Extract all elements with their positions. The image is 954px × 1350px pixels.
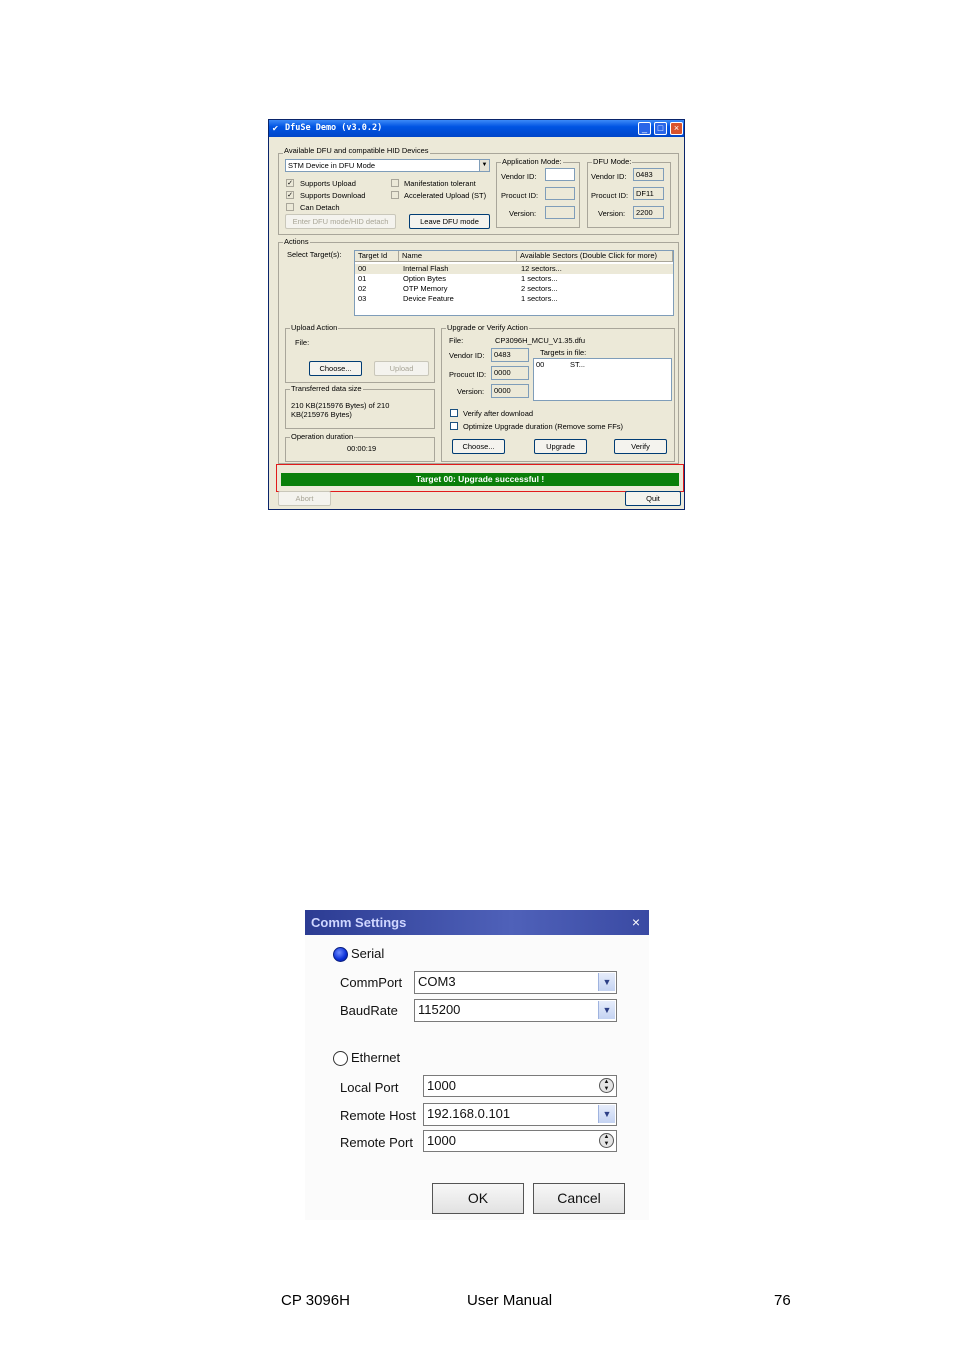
ethernet-label: Ethernet — [351, 1050, 401, 1065]
app-version-label: Version: — [509, 209, 537, 218]
row-target-name: Option Bytes — [403, 274, 446, 283]
upgrade-file-value: CP3096H_MCU_V1.35.dfu — [495, 336, 586, 345]
targets-table[interactable] — [354, 250, 674, 316]
transferred-value-line2: KB(215976 Bytes) — [291, 410, 352, 419]
upload-button[interactable]: Upload — [374, 361, 429, 376]
upload-choose-button[interactable]: Choose... — [309, 361, 362, 376]
baudrate-value: 115200 — [418, 1002, 461, 1017]
verify-after-download-checkbox[interactable] — [450, 409, 458, 417]
dfu-product-field: DF11 — [633, 187, 664, 200]
comm-settings-dialog — [305, 910, 649, 1220]
operation-label: Operation duration — [291, 432, 354, 441]
upgrade-product-field: 0000 — [491, 366, 529, 380]
remote-port-value: 1000 — [427, 1133, 456, 1148]
remote-host-select[interactable] — [423, 1103, 617, 1126]
upgrade-product-label: Procuct ID: — [449, 370, 487, 379]
local-port-label: Local Port — [340, 1080, 399, 1095]
targets-in-file-name: ST... — [570, 360, 586, 369]
remote-port-spinner[interactable] — [423, 1130, 617, 1152]
accelerated-upload-checkbox — [391, 191, 399, 199]
targets-header-name[interactable]: Name — [399, 251, 517, 262]
row-target-id: 00 — [358, 264, 367, 273]
commport-value: COM3 — [418, 974, 456, 989]
supports-upload-checkbox: ✓ — [287, 180, 293, 187]
footer-page-number: 76 — [774, 1292, 791, 1309]
upload-action-label: Upload Action — [291, 323, 338, 332]
abort-button[interactable]: Abort — [278, 491, 331, 506]
spinner-icon[interactable]: ▲ ▼ — [598, 1132, 615, 1150]
chevron-down-icon[interactable]: ▼ — [598, 973, 615, 991]
comm-title-bar — [305, 910, 649, 935]
upgrade-button[interactable]: Upgrade — [534, 439, 587, 454]
serial-label: Serial — [351, 946, 385, 961]
verify-after-download-label: Verify after download — [463, 409, 534, 418]
manifestation-tolerant-label: Manifestation tolerant — [404, 179, 476, 188]
targets-header-sectors[interactable]: Available Sectors (Double Click for more) — [517, 251, 673, 262]
application-mode-label: Application Mode: — [502, 157, 562, 166]
baudrate-select[interactable] — [414, 999, 617, 1022]
can-detach-label: Can Detach — [300, 203, 340, 212]
remote-host-value: 192.168.0.101 — [427, 1106, 511, 1121]
footer-manual: User Manual — [467, 1292, 553, 1309]
comm-title: Comm Settings — [311, 915, 407, 930]
upgrade-choose-button[interactable]: Choose... — [452, 439, 505, 454]
spinner-icon[interactable]: ▲ ▼ — [598, 1077, 615, 1095]
manifestation-tolerant-checkbox — [391, 179, 399, 187]
device-select-value: STM Device in DFU Mode — [288, 161, 376, 170]
actions-group-label: Actions — [284, 237, 309, 246]
dfu-product-label: Procuct ID: — [591, 191, 629, 200]
verify-button[interactable]: Verify — [614, 439, 667, 454]
app-vendor-label: Vendor ID: — [501, 172, 537, 181]
devices-group-label: Available DFU and compatible HID Devices — [284, 146, 429, 155]
table-row[interactable] — [355, 264, 673, 274]
app-product-field — [545, 187, 575, 200]
upgrade-version-label: Version: — [457, 387, 485, 396]
row-target-name: Device Feature — [403, 294, 454, 303]
dfuse-window — [268, 119, 685, 510]
app-version-field — [545, 206, 575, 219]
accelerated-upload-label: Accelerated Upload (ST) — [404, 191, 487, 200]
row-target-sectors: 1 sectors... — [521, 294, 558, 303]
enter-dfu-button[interactable]: Enter DFU mode/HID detach — [285, 214, 396, 229]
local-port-spinner[interactable] — [423, 1075, 617, 1097]
targets-header-id[interactable]: Target Id — [355, 251, 399, 262]
row-target-name: OTP Memory — [403, 284, 448, 293]
can-detach-checkbox — [286, 203, 294, 211]
chevron-down-icon[interactable]: ▼ — [598, 1105, 615, 1123]
commport-select[interactable] — [414, 971, 617, 994]
row-target-sectors: 12 sectors... — [521, 264, 562, 273]
serial-radio[interactable] — [333, 947, 348, 962]
minimize-button[interactable]: _ — [638, 122, 651, 135]
upgrade-file-label: File: — [449, 336, 464, 345]
status-bar: Target 00: Upgrade successful ! — [281, 473, 679, 486]
transferred-label: Transferred data size — [291, 384, 362, 393]
baudrate-label: BaudRate — [340, 1003, 398, 1018]
table-row[interactable] — [355, 274, 673, 284]
chevron-down-icon[interactable]: ▼ — [479, 160, 489, 171]
optimize-upgrade-label: Optimize Upgrade duration (Remove some FFs) — [463, 422, 624, 431]
targets-in-file-list[interactable] — [533, 358, 672, 401]
row-target-sectors: 2 sectors... — [521, 284, 558, 293]
dfu-version-label: Version: — [598, 209, 626, 218]
maximize-button[interactable]: □ — [654, 122, 667, 135]
remote-port-label: Remote Port — [340, 1135, 413, 1150]
transferred-value-line1: 210 KB(215976 Bytes) of 210 — [291, 401, 390, 410]
close-icon[interactable]: × — [631, 914, 641, 930]
leave-dfu-button[interactable]: Leave DFU mode — [409, 214, 490, 229]
dfu-mode-label: DFU Mode: — [593, 157, 632, 166]
optimize-upgrade-checkbox[interactable] — [450, 422, 458, 430]
row-target-id: 03 — [358, 294, 367, 303]
dfu-version-field: 2200 — [633, 206, 664, 219]
chevron-down-icon[interactable]: ▼ — [598, 1001, 615, 1019]
operation-value: 00:00:19 — [347, 444, 377, 453]
upgrade-vendor-label: Vendor ID: — [449, 351, 485, 360]
local-port-value: 1000 — [427, 1078, 456, 1093]
targets-in-file-id: 00 — [536, 360, 545, 369]
footer-product: CP 3096H — [281, 1292, 350, 1309]
table-row[interactable] — [355, 294, 673, 304]
row-target-id: 02 — [358, 284, 367, 293]
remote-host-label: Remote Host — [340, 1108, 416, 1123]
upgrade-vendor-field: 0483 — [491, 348, 529, 362]
commport-label: CommPort — [340, 975, 403, 990]
quit-button[interactable]: Quit — [625, 491, 681, 506]
ok-button[interactable]: OK — [432, 1183, 524, 1214]
app-vendor-field[interactable] — [545, 168, 575, 181]
upload-file-label: File: — [295, 338, 310, 347]
select-target-label: Select Target(s): — [287, 250, 342, 259]
close-button[interactable]: × — [670, 122, 683, 135]
dfuse-title-bar — [269, 120, 684, 137]
row-target-name: Internal Flash — [403, 264, 449, 273]
targets-in-file-label: Targets in file: — [540, 348, 587, 357]
supports-upload-label: Supports Upload — [300, 179, 356, 188]
app-product-label: Procuct ID: — [501, 191, 539, 200]
row-target-sectors: 1 sectors... — [521, 274, 558, 283]
ethernet-radio[interactable] — [333, 1051, 348, 1066]
device-select[interactable] — [285, 159, 490, 172]
table-row[interactable] — [355, 284, 673, 294]
app-icon: ✔ — [272, 124, 279, 133]
upgrade-version-field: 0000 — [491, 384, 529, 398]
dfuse-title: DfuSe Demo (v3.0.2) — [285, 123, 383, 133]
dfu-vendor-field: 0483 — [633, 168, 664, 181]
cancel-button[interactable]: Cancel — [533, 1183, 625, 1214]
supports-download-label: Supports Download — [300, 191, 366, 200]
supports-download-checkbox: ✓ — [287, 192, 293, 199]
row-target-id: 01 — [358, 274, 367, 283]
upgrade-action-label: Upgrade or Verify Action — [447, 323, 528, 332]
dfu-vendor-label: Vendor ID: — [591, 172, 627, 181]
